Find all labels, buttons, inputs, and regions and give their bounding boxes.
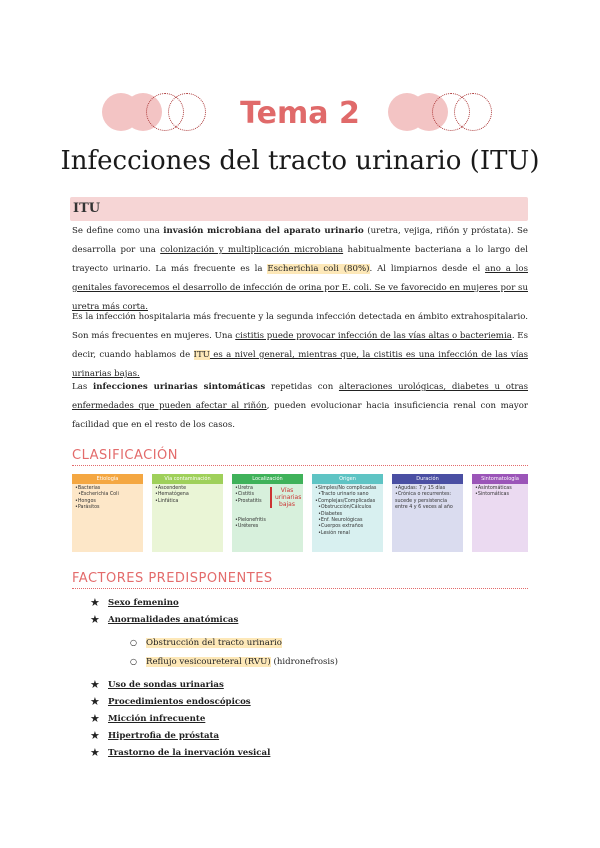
star-icon: ★ <box>90 613 100 626</box>
class-item: •Hematógena <box>155 492 189 498</box>
class-item: •Parásitos <box>75 505 100 511</box>
circle-icon: ○ <box>130 657 137 666</box>
vias-bajas-label: Vías urinarias bajas <box>270 487 299 508</box>
paragraph-3: Las infecciones urinarias sintomáticas repetidas con alteraciones urológicas, diabetes u otras enfermedades que pueden afectar al riñón, pueden evolucionar hacia insuficiencia renal con mayor facilidad que en el resto de los casos. <box>72 382 529 430</box>
class-item: •Uréteres <box>235 524 259 530</box>
paragraph-1: Se define como una invasión microbiana del aparato urinario (uretra, vejiga, riñón y próstata). Se desarrolla por una colonización y multiplicación microbiana habitualmente bacteriana a lo largo del trayecto urinario. La más frecuente es la Escherichia coli (80%). Al limpiarnos desde el ano a los genitales favorecemos el desarrollo de infección de orina por E. coli. Se ve favorecido en mujeres por su uretra más corta. <box>72 226 529 312</box>
star-icon: ★ <box>90 746 100 759</box>
class-item: •Bacterias <box>75 486 101 491</box>
star-icon: ★ <box>90 596 100 609</box>
class-item: •Uretra <box>235 486 253 491</box>
class-item: •Crónica o recurrentes: sucede y persistencia entre 4 y 6 veces al año <box>395 492 453 511</box>
class-item: •Lesión renal <box>315 530 350 536</box>
star-icon: ★ <box>90 678 100 691</box>
star-icon: ★ <box>90 712 100 725</box>
class-item: •Enf. Neurológicas <box>315 518 363 524</box>
class-col-sintomatologia: Sintomatología •Asintomáticas •Sintomáticas <box>472 474 528 552</box>
section-heading-clasificacion: CLASIFICACIÓN <box>72 448 528 466</box>
class-item: •Simples/No complicadas <box>315 486 377 491</box>
class-item: •Pielonefritis <box>235 518 266 524</box>
class-item: •Cuerpos extraños <box>315 524 364 530</box>
class-item: •Complejas/Complicadas <box>315 498 376 504</box>
class-item: •Diabetes <box>315 511 343 517</box>
circle-icon: ○ <box>130 638 137 647</box>
class-item: •Agudas: 7 y 15 días <box>395 486 446 491</box>
class-col-via: Vía contaminación •Ascendente •Hematógena •Linfática <box>152 474 223 552</box>
star-icon: ★ <box>90 695 100 708</box>
class-item: •Prostatitis <box>235 498 262 504</box>
page-title: Infecciones del tracto urinario (ITU) <box>60 146 540 176</box>
class-item: •Asintomáticas <box>475 486 512 491</box>
class-col-localizacion: Localización •Uretra •Cistitis •Prostatitis •Pielonefritis •Uréteres Vías urinarias bajas <box>232 474 303 552</box>
class-item: •Obstrucción/Cálculos <box>315 505 372 511</box>
class-item: •Sintomáticas <box>475 492 509 498</box>
section-heading-itu: ITU <box>70 197 528 221</box>
topic-number: Tema 2 <box>240 96 360 131</box>
class-item: •Linfática <box>155 498 179 504</box>
class-col-etiologia: Etiología •Bacterias •Escherichia Coli •Hongos •Parásitos <box>72 474 143 552</box>
class-item: •Hongos <box>75 498 96 504</box>
class-item: •Cistitis <box>235 492 254 498</box>
class-item: •Escherichia Coli <box>75 492 119 498</box>
section-heading-factores: FACTORES PREDISPONENTES <box>72 571 528 589</box>
class-item: •Ascendente <box>155 486 187 491</box>
class-col-duracion: Duración •Agudas: 7 y 15 días •Crónica o recurrentes: sucede y persistencia entre 4 y 6 veces al año <box>392 474 463 552</box>
class-col-origen: Origen •Simples/No complicadas •Tracto urinario sano •Complejas/Complicadas •Obstrucción/Cálculos •Diabetes •Enf. Neurológicas •Cuerpos extraños •Lesión renal <box>312 474 383 552</box>
paragraph-2: Es la infección hospitalaria más frecuente y la segunda infección detectada en ámbito extrahospitalario. Son más frecuentes en mujeres. Una cistitis puede provocar infección de las vías altas o bacteriemia. Es decir, cuando hablamos de ITU es a nivel general, mientras que, la cistitis es una infección de las vías urinarias bajas. <box>72 312 528 379</box>
star-icon: ★ <box>90 729 100 742</box>
class-item: •Tracto urinario sano <box>315 492 369 498</box>
classification-diagram <box>72 474 528 552</box>
